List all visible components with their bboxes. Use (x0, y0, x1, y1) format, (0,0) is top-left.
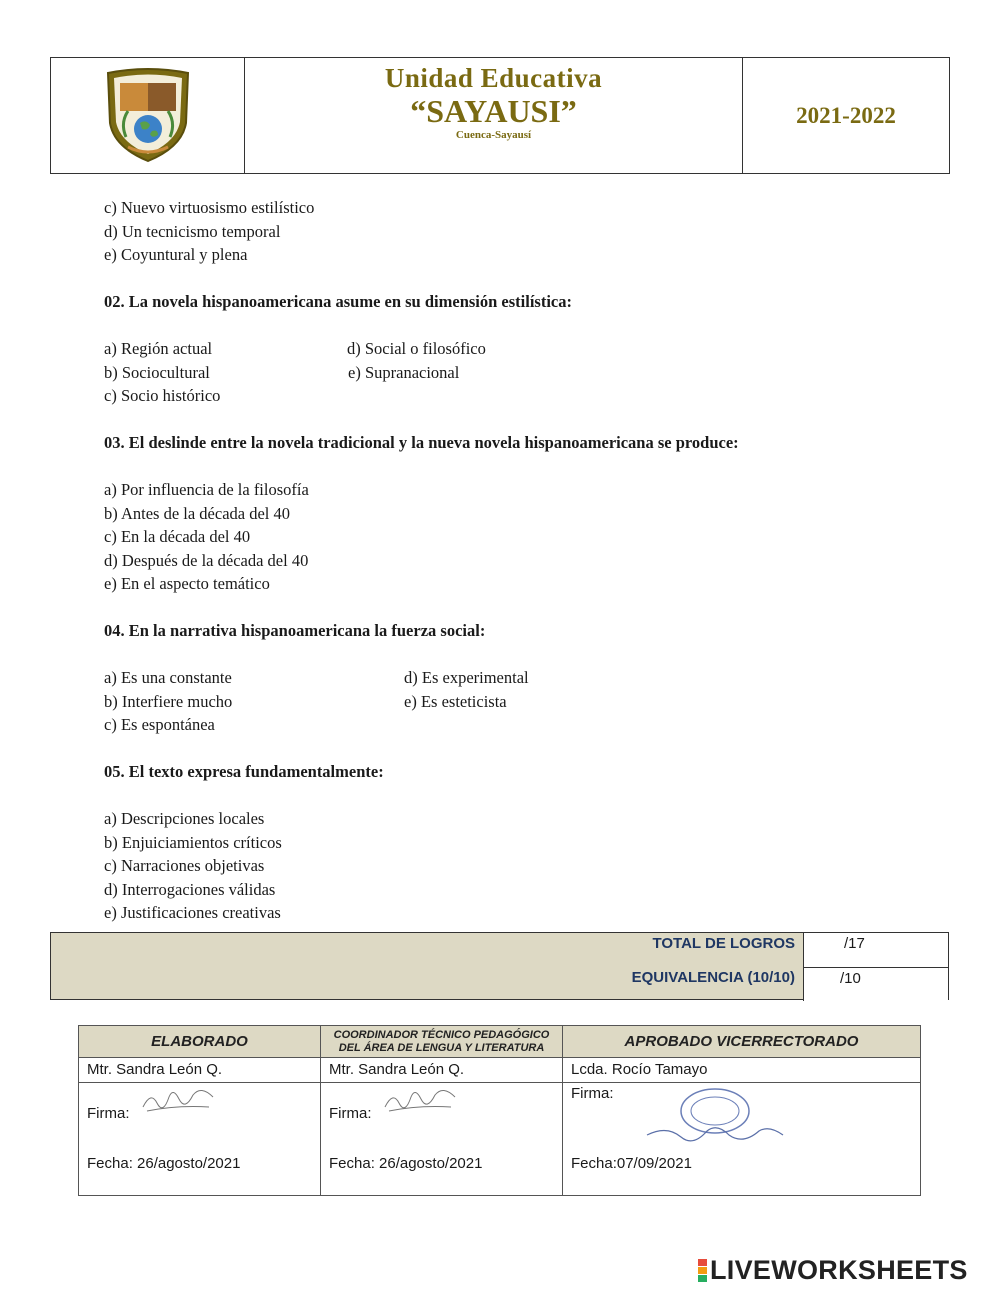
logo-cell (51, 58, 245, 173)
option: b) Sociocultural (104, 362, 210, 382)
name-elaborado: Mtr. Sandra León Q. (79, 1058, 321, 1083)
school-title: Unidad Educativa (384, 63, 603, 93)
firma-cell-coordinador (321, 1083, 563, 1196)
option: d) Es experimental (404, 668, 529, 687)
equivalencia-row (51, 967, 948, 1001)
option: d) Social o filosófico (347, 339, 486, 358)
school-location: Cuenca-Sayausí (455, 129, 532, 141)
year-cell (743, 58, 949, 173)
option: e) En el aspecto temático (104, 574, 270, 593)
option: e) Es esteticista (404, 691, 507, 711)
signature-scribble-icon (379, 1085, 463, 1121)
signature-table (78, 1025, 921, 1196)
option-row (104, 384, 944, 408)
liveworksheets-brand[interactable] (698, 1255, 968, 1285)
fecha-elaborado: Fecha: 26/agosto/2021 (87, 1155, 241, 1172)
firma-label: Firma: (329, 1105, 372, 1122)
option: a) Región actual (104, 339, 213, 358)
option: c) Socio histórico (104, 386, 221, 405)
option: c) Es espontánea (104, 715, 215, 734)
firma-label: Firma: (571, 1085, 614, 1102)
option: b) Antes de la década del 40 (104, 503, 291, 523)
question-title: 02. La novela hispanoamericana asume en su dimensión estilística: (104, 292, 572, 311)
option: b) Enjuiciamientos críticos (104, 832, 282, 852)
equivalencia-label: EQUIVALENCIA (10/10) (631, 969, 795, 986)
option: d) Un tecnicismo temporal (104, 221, 281, 241)
firma-cell-aprobado (563, 1083, 921, 1196)
header-table (50, 57, 950, 174)
option: d) Interrogaciones válidas (104, 879, 276, 899)
option: e) Justificaciones creativas (104, 903, 281, 922)
name-coordinador: Mtr. Sandra León Q. (321, 1058, 563, 1083)
firma-label: Firma: (87, 1105, 130, 1122)
questions-content (104, 196, 944, 925)
fecha-coordinador: Fecha: 26/agosto/2021 (329, 1155, 483, 1172)
option: d) Después de la década del 40 (104, 550, 309, 570)
name-aprobado: Lcda. Rocío Tamayo (563, 1058, 921, 1083)
option: e) Supranacional (348, 362, 460, 382)
total-logros-row (51, 933, 948, 967)
totals-box (50, 932, 949, 1000)
firma-cell-elaborado (79, 1083, 321, 1196)
option: a) Por influencia de la filosofía (104, 480, 309, 499)
fecha-aprobado: Fecha:07/09/2021 (571, 1155, 692, 1172)
option-row (104, 361, 944, 385)
school-name: “SAYAUSI” (410, 93, 577, 129)
question-title: 05. El texto expresa fundamentalmente: (104, 762, 384, 781)
equivalencia-value[interactable]: /10 (803, 967, 948, 1001)
brand-blocks-icon (698, 1259, 707, 1282)
school-year: 2021-2022 (796, 102, 896, 128)
option: a) Es una constante (104, 668, 232, 687)
signature-firma-row (79, 1083, 921, 1196)
option: a) Descripciones locales (104, 809, 265, 828)
signature-header-row (79, 1026, 921, 1058)
signature-names-row (79, 1058, 921, 1083)
total-logros-value[interactable]: /17 (803, 933, 948, 967)
option-row (104, 690, 944, 714)
option: c) Nuevo virtuosismo estilístico (104, 198, 315, 217)
option: e) Coyuntural y plena (104, 245, 248, 264)
header-aprobado: APROBADO VICERRECTORADO (563, 1026, 921, 1058)
question-title: 04. En la narrativa hispanoamericana la fuerza social: (104, 621, 486, 640)
option: c) En la década del 40 (104, 527, 251, 546)
stamp-signature-icon (641, 1083, 789, 1151)
header-coordinador: COORDINADOR TÉCNICO PEDAGÓGICO DEL ÁREA DE LENGUA Y LITERATURA (321, 1026, 563, 1058)
signature-scribble-icon (137, 1085, 221, 1121)
school-shield-logo (102, 67, 194, 165)
option-row (104, 666, 944, 690)
option: c) Narraciones objetivas (104, 856, 265, 875)
total-logros-label: TOTAL DE LOGROS (652, 935, 795, 952)
option: b) Interfiere mucho (104, 691, 233, 711)
question-title: 03. El deslinde entre la novela tradicional y la nueva novela hispanoamericana se produce: (104, 433, 739, 452)
title-cell (245, 58, 743, 173)
header-elaborado: ELABORADO (79, 1026, 321, 1058)
option-row (104, 713, 944, 737)
brand-name: LIVEWORKSHEETS (710, 1255, 968, 1285)
option-row (104, 337, 944, 361)
